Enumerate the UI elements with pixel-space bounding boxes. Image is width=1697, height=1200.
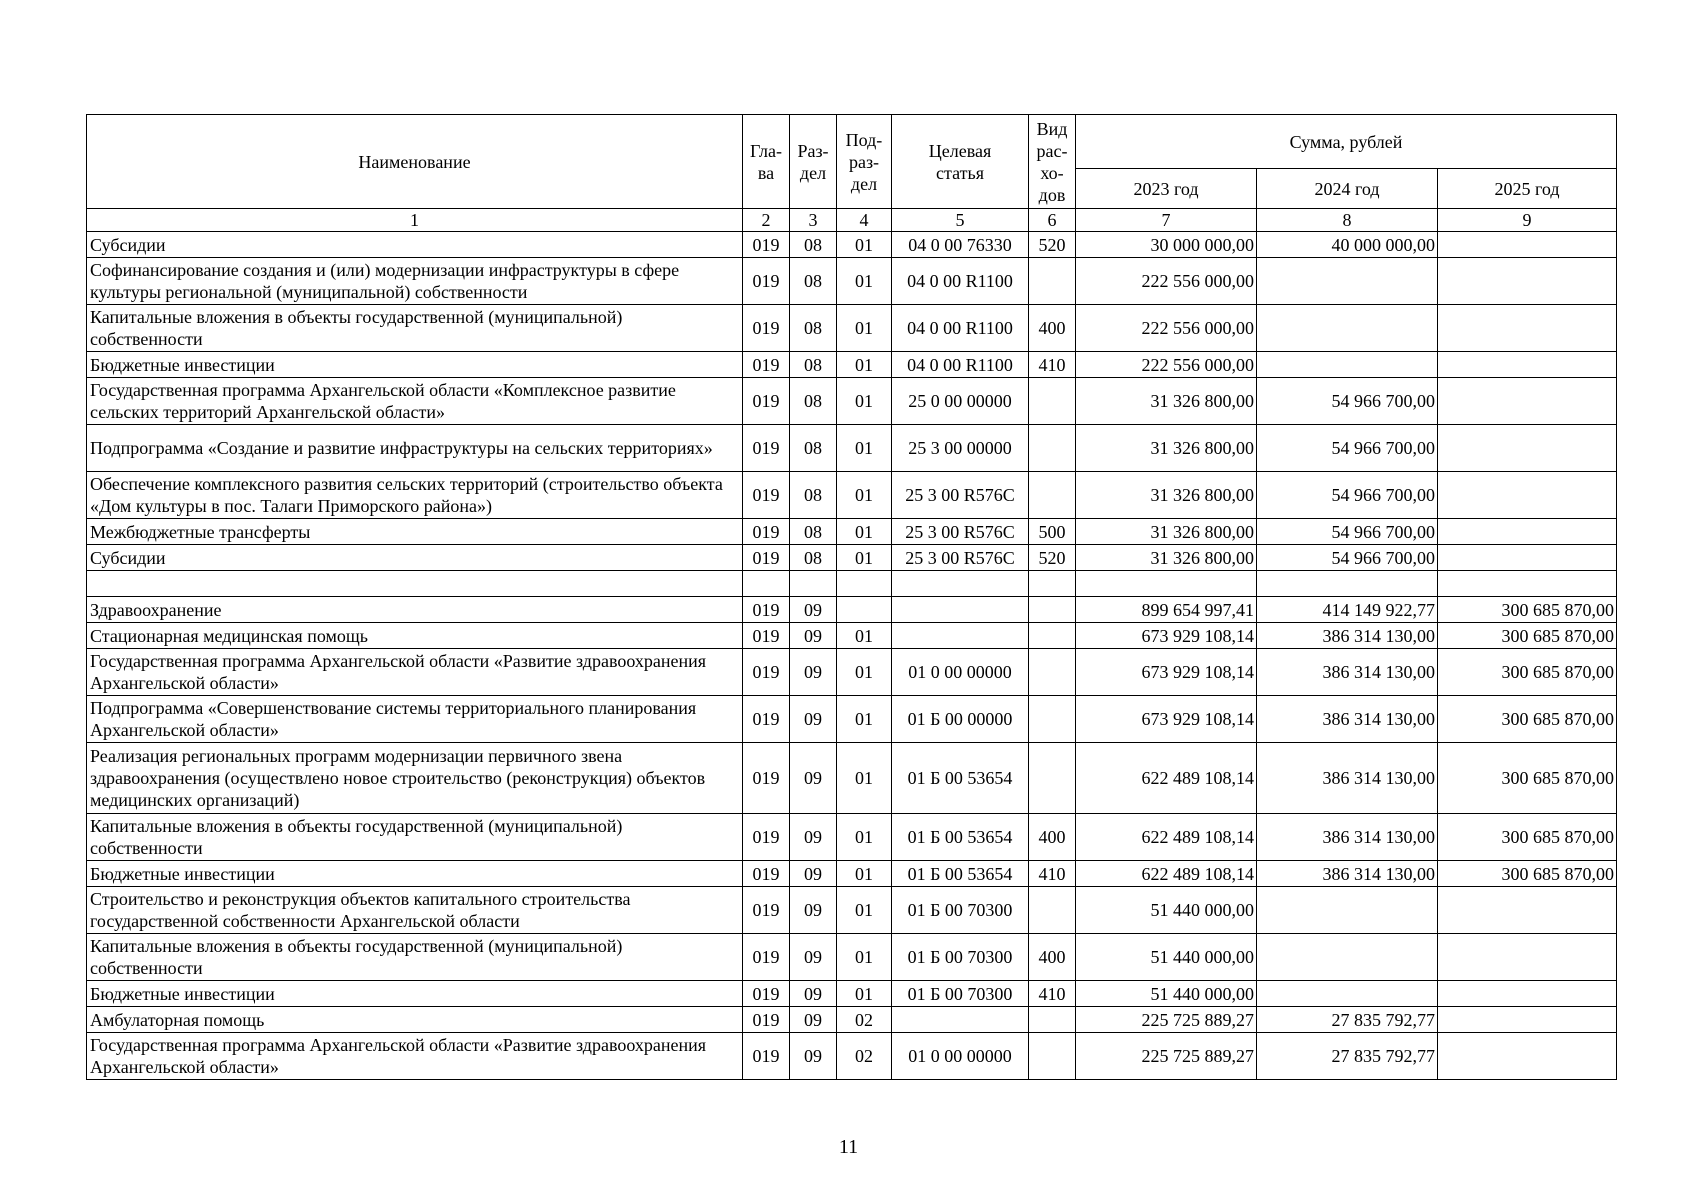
- table-row: [87, 1007, 1617, 1033]
- cell-amount-2025: [1438, 305, 1617, 352]
- cell-name: Бюджетные инвестиции: [87, 981, 743, 1007]
- header-statya: Целевая статья: [892, 115, 1029, 209]
- cell-glava: 019: [743, 743, 790, 814]
- cell-amount-2025: 300 685 870,00: [1438, 743, 1617, 814]
- cell-vid: [1029, 258, 1076, 305]
- cell-name: Межбюджетные трансферты: [87, 519, 743, 545]
- cell-vid: [1029, 378, 1076, 425]
- cell-statya: 01 0 00 00000: [892, 1033, 1029, 1080]
- cell-amount-2024: 414 149 922,77: [1257, 597, 1438, 623]
- cell-vid: [1029, 425, 1076, 472]
- cell-amount-2023: 622 489 108,14: [1076, 861, 1257, 887]
- column-number: 3: [790, 209, 837, 232]
- cell-glava: 019: [743, 649, 790, 696]
- cell-razdel: 08: [790, 352, 837, 378]
- cell-glava: 019: [743, 232, 790, 258]
- cell-statya: [892, 571, 1029, 597]
- cell-name: Софинансирование создания и (или) модернизации инфраструктуры в сфере культуры региональной (муниципальной) собственности: [87, 258, 743, 305]
- cell-name: Государственная программа Архангельской области «Развитие здравоохранения Архангельской области»: [87, 1033, 743, 1080]
- cell-amount-2025: 300 685 870,00: [1438, 814, 1617, 861]
- cell-amount-2024: [1257, 571, 1438, 597]
- cell-statya: 25 3 00 R576C: [892, 472, 1029, 519]
- column-number: 2: [743, 209, 790, 232]
- cell-podrazdel: 01: [837, 545, 892, 571]
- cell-amount-2024: 27 835 792,77: [1257, 1007, 1438, 1033]
- cell-amount-2024: [1257, 887, 1438, 934]
- cell-name: Субсидии: [87, 545, 743, 571]
- table-row: [87, 378, 1617, 425]
- cell-statya: 04 0 00 R1100: [892, 352, 1029, 378]
- cell-name: Капитальные вложения в объекты государственной (муниципальной) собственности: [87, 814, 743, 861]
- cell-razdel: 09: [790, 597, 837, 623]
- cell-glava: 019: [743, 887, 790, 934]
- cell-vid: 410: [1029, 981, 1076, 1007]
- cell-glava: 019: [743, 519, 790, 545]
- cell-vid: [1029, 472, 1076, 519]
- cell-razdel: 08: [790, 425, 837, 472]
- cell-amount-2023: 225 725 889,27: [1076, 1033, 1257, 1080]
- cell-razdel: 09: [790, 887, 837, 934]
- cell-amount-2025: 300 685 870,00: [1438, 696, 1617, 743]
- cell-podrazdel: 01: [837, 623, 892, 649]
- cell-amount-2024: 54 966 700,00: [1257, 519, 1438, 545]
- cell-amount-2023: 225 725 889,27: [1076, 1007, 1257, 1033]
- cell-name: Бюджетные инвестиции: [87, 352, 743, 378]
- column-number: 8: [1257, 209, 1438, 232]
- cell-glava: 019: [743, 378, 790, 425]
- cell-amount-2023: 673 929 108,14: [1076, 649, 1257, 696]
- cell-vid: 410: [1029, 352, 1076, 378]
- cell-vid: [1029, 1007, 1076, 1033]
- cell-razdel: 08: [790, 232, 837, 258]
- cell-podrazdel: 01: [837, 425, 892, 472]
- cell-vid: 520: [1029, 545, 1076, 571]
- cell-glava: 019: [743, 696, 790, 743]
- cell-glava: 019: [743, 934, 790, 981]
- cell-podrazdel: 01: [837, 814, 892, 861]
- cell-vid: 400: [1029, 814, 1076, 861]
- cell-podrazdel: 01: [837, 981, 892, 1007]
- cell-statya: 25 3 00 00000: [892, 425, 1029, 472]
- cell-glava: 019: [743, 981, 790, 1007]
- cell-amount-2025: [1438, 232, 1617, 258]
- cell-vid: 400: [1029, 934, 1076, 981]
- cell-razdel: 08: [790, 545, 837, 571]
- header-podrazdel: Под- раз- дел: [837, 115, 892, 209]
- cell-amount-2024: 40 000 000,00: [1257, 232, 1438, 258]
- cell-statya: [892, 597, 1029, 623]
- cell-amount-2025: [1438, 352, 1617, 378]
- cell-amount-2024: [1257, 352, 1438, 378]
- table-row: [87, 472, 1617, 519]
- cell-podrazdel: 01: [837, 258, 892, 305]
- cell-glava: 019: [743, 1033, 790, 1080]
- cell-amount-2024: 386 314 130,00: [1257, 814, 1438, 861]
- header-name: Наименование: [87, 115, 743, 209]
- cell-vid: [1029, 571, 1076, 597]
- cell-name: Здравоохранение: [87, 597, 743, 623]
- header-year-2024: 2024 год: [1257, 169, 1438, 209]
- cell-vid: [1029, 743, 1076, 814]
- table-body: [87, 232, 1617, 1080]
- cell-statya: 04 0 00 R1100: [892, 305, 1029, 352]
- table-row: [87, 545, 1617, 571]
- cell-amount-2025: 300 685 870,00: [1438, 623, 1617, 649]
- cell-podrazdel: 01: [837, 305, 892, 352]
- cell-vid: 410: [1029, 861, 1076, 887]
- column-number: 4: [837, 209, 892, 232]
- cell-amount-2023: 51 440 000,00: [1076, 887, 1257, 934]
- cell-razdel: [790, 571, 837, 597]
- cell-amount-2023: 222 556 000,00: [1076, 305, 1257, 352]
- cell-name: Стационарная медицинская помощь: [87, 623, 743, 649]
- cell-razdel: 09: [790, 649, 837, 696]
- cell-glava: 019: [743, 623, 790, 649]
- cell-amount-2025: [1438, 887, 1617, 934]
- table-row: [87, 519, 1617, 545]
- cell-podrazdel: 01: [837, 519, 892, 545]
- cell-statya: 01 Б 00 70300: [892, 981, 1029, 1007]
- cell-vid: [1029, 623, 1076, 649]
- table-row: [87, 305, 1617, 352]
- cell-amount-2025: [1438, 519, 1617, 545]
- cell-name: Государственная программа Архангельской области «Развитие здравоохранения Архангельской области»: [87, 649, 743, 696]
- cell-amount-2024: 386 314 130,00: [1257, 623, 1438, 649]
- cell-statya: 01 Б 00 53654: [892, 814, 1029, 861]
- cell-name: Бюджетные инвестиции: [87, 861, 743, 887]
- cell-amount-2024: 386 314 130,00: [1257, 649, 1438, 696]
- cell-amount-2024: [1257, 258, 1438, 305]
- cell-amount-2023: 622 489 108,14: [1076, 814, 1257, 861]
- cell-amount-2025: [1438, 545, 1617, 571]
- cell-razdel: 08: [790, 472, 837, 519]
- table-row: [87, 934, 1617, 981]
- cell-amount-2023: 222 556 000,00: [1076, 352, 1257, 378]
- cell-glava: 019: [743, 1007, 790, 1033]
- cell-podrazdel: 01: [837, 472, 892, 519]
- cell-amount-2025: [1438, 981, 1617, 1007]
- cell-amount-2023: 622 489 108,14: [1076, 743, 1257, 814]
- cell-statya: 01 Б 00 00000: [892, 696, 1029, 743]
- cell-statya: 04 0 00 76330: [892, 232, 1029, 258]
- cell-amount-2023: 673 929 108,14: [1076, 696, 1257, 743]
- cell-glava: [743, 571, 790, 597]
- page-number: 11: [838, 1136, 859, 1158]
- cell-vid: [1029, 597, 1076, 623]
- header-glava: Гла- ва: [743, 115, 790, 209]
- cell-amount-2025: [1438, 1033, 1617, 1080]
- cell-name: Государственная программа Архангельской области «Комплексное развитие сельских территорий Архангельской области»: [87, 378, 743, 425]
- cell-name: Капитальные вложения в объекты государственной (муниципальной) собственности: [87, 934, 743, 981]
- cell-razdel: 08: [790, 519, 837, 545]
- column-number: 6: [1029, 209, 1076, 232]
- cell-statya: 01 Б 00 53654: [892, 743, 1029, 814]
- cell-razdel: 09: [790, 623, 837, 649]
- table-row: [87, 258, 1617, 305]
- cell-amount-2023: [1076, 571, 1257, 597]
- cell-razdel: 09: [790, 981, 837, 1007]
- header-summa: Сумма, рублей: [1076, 115, 1617, 169]
- cell-amount-2023: 30 000 000,00: [1076, 232, 1257, 258]
- cell-amount-2023: 51 440 000,00: [1076, 934, 1257, 981]
- cell-glava: 019: [743, 597, 790, 623]
- table-row: [87, 623, 1617, 649]
- cell-vid: 500: [1029, 519, 1076, 545]
- cell-podrazdel: 01: [837, 887, 892, 934]
- cell-amount-2025: [1438, 425, 1617, 472]
- cell-glava: 019: [743, 425, 790, 472]
- cell-amount-2024: [1257, 981, 1438, 1007]
- cell-statya: 25 0 00 00000: [892, 378, 1029, 425]
- column-number: 9: [1438, 209, 1617, 232]
- cell-amount-2024: 54 966 700,00: [1257, 425, 1438, 472]
- table-row: [87, 232, 1617, 258]
- cell-vid: 520: [1029, 232, 1076, 258]
- cell-amount-2024: [1257, 305, 1438, 352]
- cell-vid: 400: [1029, 305, 1076, 352]
- table-row: [87, 1033, 1617, 1080]
- cell-razdel: 09: [790, 743, 837, 814]
- cell-podrazdel: 01: [837, 743, 892, 814]
- column-number: 1: [87, 209, 743, 232]
- cell-statya: 04 0 00 R1100: [892, 258, 1029, 305]
- cell-name: [87, 571, 743, 597]
- table-row: [87, 649, 1617, 696]
- header-vid: Вид рас- хо- дов: [1029, 115, 1076, 209]
- cell-amount-2023: 222 556 000,00: [1076, 258, 1257, 305]
- cell-vid: [1029, 649, 1076, 696]
- table-row: [87, 981, 1617, 1007]
- cell-podrazdel: [837, 571, 892, 597]
- cell-name: Строительство и реконструкция объектов капитального строительства государственной собственности Архангельской области: [87, 887, 743, 934]
- cell-statya: 25 3 00 R576C: [892, 519, 1029, 545]
- cell-statya: [892, 1007, 1029, 1033]
- cell-glava: 019: [743, 352, 790, 378]
- table-row: [87, 352, 1617, 378]
- cell-amount-2024: 386 314 130,00: [1257, 696, 1438, 743]
- cell-podrazdel: 01: [837, 232, 892, 258]
- cell-amount-2024: 54 966 700,00: [1257, 545, 1438, 571]
- cell-razdel: 08: [790, 305, 837, 352]
- cell-statya: 01 Б 00 70300: [892, 934, 1029, 981]
- cell-razdel: 09: [790, 934, 837, 981]
- table-row: [87, 597, 1617, 623]
- cell-amount-2023: 51 440 000,00: [1076, 981, 1257, 1007]
- cell-glava: 019: [743, 814, 790, 861]
- cell-name: Обеспечение комплексного развития сельских территорий (строительство объекта «Дом культуры в пос. Талаги Приморского района»): [87, 472, 743, 519]
- cell-razdel: 09: [790, 1033, 837, 1080]
- cell-amount-2023: 673 929 108,14: [1076, 623, 1257, 649]
- cell-amount-2023: 31 326 800,00: [1076, 425, 1257, 472]
- cell-statya: 25 3 00 R576C: [892, 545, 1029, 571]
- cell-amount-2024: [1257, 934, 1438, 981]
- cell-podrazdel: 02: [837, 1007, 892, 1033]
- cell-statya: [892, 623, 1029, 649]
- header-year-2025: 2025 год: [1438, 169, 1617, 209]
- cell-podrazdel: 01: [837, 649, 892, 696]
- cell-razdel: 09: [790, 814, 837, 861]
- cell-podrazdel: 01: [837, 352, 892, 378]
- table-row: [87, 425, 1617, 472]
- cell-vid: [1029, 887, 1076, 934]
- cell-glava: 019: [743, 258, 790, 305]
- cell-vid: [1029, 1033, 1076, 1080]
- cell-amount-2024: 386 314 130,00: [1257, 743, 1438, 814]
- header-razdel: Раз- дел: [790, 115, 837, 209]
- cell-amount-2025: [1438, 934, 1617, 981]
- cell-razdel: 09: [790, 861, 837, 887]
- table-row: [87, 814, 1617, 861]
- cell-amount-2025: 300 685 870,00: [1438, 649, 1617, 696]
- cell-amount-2024: 54 966 700,00: [1257, 378, 1438, 425]
- cell-razdel: 09: [790, 696, 837, 743]
- cell-name: Амбулаторная помощь: [87, 1007, 743, 1033]
- cell-name: Субсидии: [87, 232, 743, 258]
- cell-podrazdel: 01: [837, 378, 892, 425]
- cell-statya: 01 Б 00 70300: [892, 887, 1029, 934]
- cell-name: Подпрограмма «Создание и развитие инфраструктуры на сельских территориях»: [87, 425, 743, 472]
- cell-podrazdel: [837, 597, 892, 623]
- cell-statya: 01 0 00 00000: [892, 649, 1029, 696]
- cell-razdel: 08: [790, 258, 837, 305]
- cell-amount-2025: [1438, 472, 1617, 519]
- cell-name: Реализация региональных программ модернизации первичного звена здравоохранения (осуществлено новое строительство (реконструкция) объектов медицинских организаций): [87, 743, 743, 814]
- cell-amount-2024: 386 314 130,00: [1257, 861, 1438, 887]
- cell-glava: 019: [743, 545, 790, 571]
- column-number-row: [87, 209, 1617, 232]
- table-row: [87, 887, 1617, 934]
- cell-name: Подпрограмма «Совершенствование системы территориального планирования Архангельской области»: [87, 696, 743, 743]
- table-row: [87, 743, 1617, 814]
- cell-amount-2023: 31 326 800,00: [1076, 472, 1257, 519]
- cell-amount-2025: [1438, 258, 1617, 305]
- cell-podrazdel: 01: [837, 696, 892, 743]
- cell-podrazdel: 02: [837, 1033, 892, 1080]
- cell-amount-2023: 31 326 800,00: [1076, 378, 1257, 425]
- cell-vid: [1029, 696, 1076, 743]
- column-number: 7: [1076, 209, 1257, 232]
- cell-podrazdel: 01: [837, 934, 892, 981]
- cell-name: Капитальные вложения в объекты государственной (муниципальной) собственности: [87, 305, 743, 352]
- cell-statya: 01 Б 00 53654: [892, 861, 1029, 887]
- cell-amount-2025: [1438, 571, 1617, 597]
- cell-razdel: 08: [790, 378, 837, 425]
- cell-amount-2024: 54 966 700,00: [1257, 472, 1438, 519]
- cell-glava: 019: [743, 472, 790, 519]
- cell-razdel: 09: [790, 1007, 837, 1033]
- cell-amount-2023: 31 326 800,00: [1076, 545, 1257, 571]
- cell-glava: 019: [743, 861, 790, 887]
- cell-podrazdel: 01: [837, 861, 892, 887]
- column-number: 5: [892, 209, 1029, 232]
- cell-amount-2025: [1438, 378, 1617, 425]
- cell-amount-2025: 300 685 870,00: [1438, 861, 1617, 887]
- table-row: [87, 571, 1617, 597]
- cell-amount-2025: [1438, 1007, 1617, 1033]
- header-year-2023: 2023 год: [1076, 169, 1257, 209]
- cell-amount-2023: 31 326 800,00: [1076, 519, 1257, 545]
- cell-amount-2025: 300 685 870,00: [1438, 597, 1617, 623]
- cell-amount-2023: 899 654 997,41: [1076, 597, 1257, 623]
- budget-table: [86, 114, 1617, 1080]
- cell-amount-2024: 27 835 792,77: [1257, 1033, 1438, 1080]
- cell-glava: 019: [743, 305, 790, 352]
- table-row: [87, 696, 1617, 743]
- table-row: [87, 861, 1617, 887]
